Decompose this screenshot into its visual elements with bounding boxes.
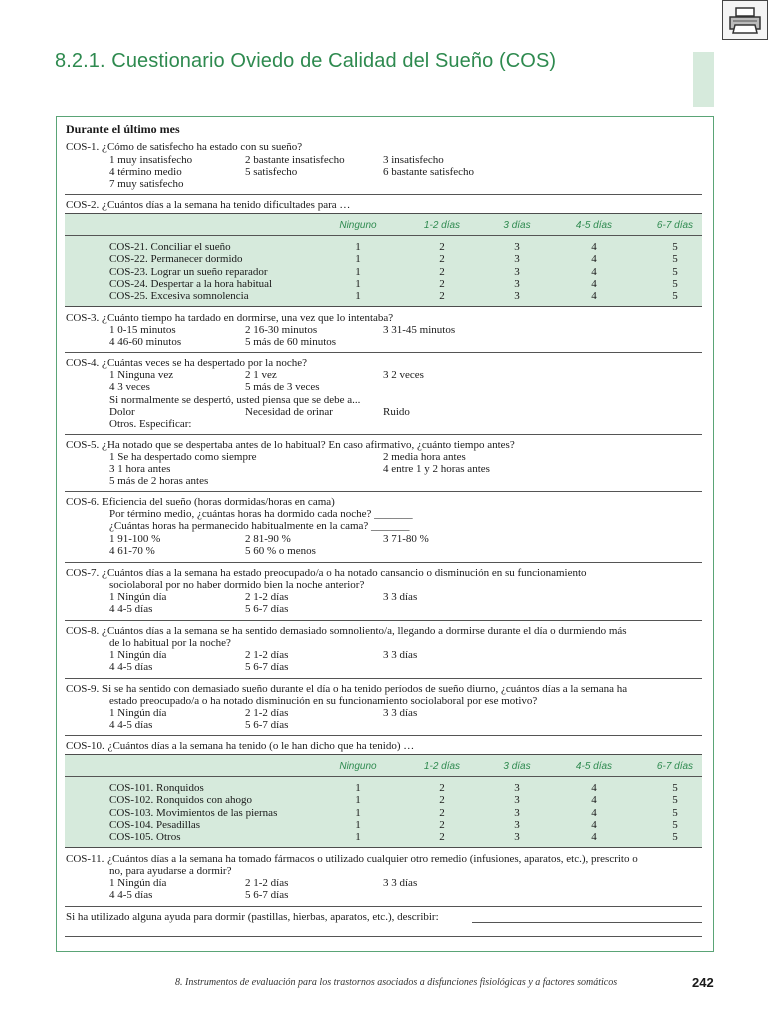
table-cell: 3 xyxy=(514,266,520,278)
table-cell: 2 xyxy=(439,253,445,265)
q7-option: 5 6-7 días xyxy=(245,603,289,615)
q1-text: COS-1. ¿Cómo de satisfecho ha estado con su sueño? xyxy=(66,141,303,153)
q7-option: 4 4-5 días xyxy=(109,603,153,615)
q8-text: COS-8. ¿Cuántos días a la semana se ha sentido demasiado somnoliento/a, llegando a dormirse durante el día o durmiendo más xyxy=(66,625,627,637)
table-cell: 5 xyxy=(672,278,678,290)
q3-text: COS-3. ¿Cuánto tiempo ha tardado en dormirse, una vez que lo intentaba? xyxy=(66,312,394,324)
q11-text-cont: no, para ayudarse a dormir? xyxy=(109,865,232,877)
q4-option: 1 Ninguna vez xyxy=(109,369,174,381)
q11-option: 3 3 días xyxy=(383,877,418,889)
table-cell: 5 xyxy=(672,782,678,794)
q5-option: 5 más de 2 horas antes xyxy=(109,475,209,487)
q5-option: 2 media hora antes xyxy=(383,451,466,463)
q2-col-header: 1-2 días xyxy=(423,220,461,231)
divider xyxy=(65,491,702,492)
q3-option: 4 46-60 minutos xyxy=(109,336,182,348)
q5-text: COS-5. ¿Ha notado que se despertaba antes de lo habitual? En caso afirmativo, ¿cuánto tiempo antes? xyxy=(66,439,515,451)
table-cell: 3 xyxy=(514,807,520,819)
q9-text-cont: estado preocupado/a o ha notado disminución en su funcionamiento sociolaboral por ese motivo? xyxy=(109,695,538,707)
q11-option: 1 Ningún día xyxy=(109,877,167,889)
q4-option: 5 más de 3 veces xyxy=(245,381,320,393)
q4-cause: Necesidad de orinar xyxy=(245,406,333,418)
table-cell: 1 xyxy=(355,278,361,290)
table-row-label: COS-103. Movimientos de las piernas xyxy=(109,807,278,819)
q10-col-header: 1-2 días xyxy=(423,761,461,772)
q1-option: 1 muy insatisfecho xyxy=(109,154,193,166)
q2-text: COS-2. ¿Cuántos días a la semana ha tenido dificultades para … xyxy=(66,199,351,211)
q6-option: 5 60 % o menos xyxy=(245,545,316,557)
table-cell: 1 xyxy=(355,807,361,819)
q9-option: 2 1-2 días xyxy=(245,707,289,719)
q4-text: COS-4. ¿Cuántas veces se ha despertado por la noche? xyxy=(66,357,308,369)
q6-option: 3 71-80 % xyxy=(383,533,429,545)
q1-option: 4 término medio xyxy=(109,166,182,178)
q1-option: 2 bastante insatisfecho xyxy=(245,154,345,166)
answer-line[interactable] xyxy=(472,922,702,923)
table-cell: 2 xyxy=(439,782,445,794)
q6-line: Por término medio, ¿cuántas horas ha dormido cada noche? _______ xyxy=(109,508,413,520)
q10-col-header: 3 días xyxy=(503,761,531,772)
divider xyxy=(65,620,702,621)
q11-text: COS-11. ¿Cuántos días a la semana ha tomado fármacos o utilizado cualquier otro remedio (infusiones, aparatos, etc.), prescrito o xyxy=(66,853,638,865)
aid-description-prompt: Si ha utilizado alguna ayuda para dormir (pastillas, hierbas, aparatos, etc.), describir: xyxy=(66,911,439,923)
table-cell: 4 xyxy=(591,266,597,278)
table-cell: 1 xyxy=(355,794,361,806)
q2-col-header: 4-5 días xyxy=(575,220,613,231)
divider xyxy=(65,194,702,195)
table-cell: 4 xyxy=(591,794,597,806)
table-row-label: COS-23. Lograr un sueño reparador xyxy=(109,266,268,278)
q6-option: 1 91-100 % xyxy=(109,533,161,545)
q9-option: 3 3 días xyxy=(383,707,418,719)
divider xyxy=(65,678,702,679)
q1-option: 6 bastante satisfecho xyxy=(383,166,475,178)
table-cell: 2 xyxy=(439,794,445,806)
table-cell: 5 xyxy=(672,241,678,253)
q7-text-cont: sociolaboral por no haber dormido bien la noche anterior? xyxy=(109,579,365,591)
q7-option: 3 3 días xyxy=(383,591,418,603)
q11-option: 4 4-5 días xyxy=(109,889,153,901)
q8-text-cont: de lo habitual por la noche? xyxy=(109,637,231,649)
table-cell: 2 xyxy=(439,807,445,819)
table-cell: 3 xyxy=(514,819,520,831)
q4-cause: Dolor xyxy=(109,406,135,418)
table-cell: 3 xyxy=(514,241,520,253)
q9-option: 1 Ningún día xyxy=(109,707,167,719)
divider xyxy=(65,735,702,736)
table-cell: 3 xyxy=(514,253,520,265)
q2-col-header: Ninguno xyxy=(339,220,377,231)
q8-option: 1 Ningún día xyxy=(109,649,167,661)
table-cell: 2 xyxy=(439,819,445,831)
q3-option: 2 16-30 minutos xyxy=(245,324,318,336)
q7-text: COS-7. ¿Cuántos días a la semana ha estado preocupado/a o ha notado cansancio o disminución en su funcionamiento xyxy=(66,567,587,579)
table-header-divider xyxy=(65,235,702,236)
q5-option: 3 1 hora antes xyxy=(109,463,171,475)
section-tab xyxy=(693,52,714,107)
table-cell: 3 xyxy=(514,278,520,290)
divider xyxy=(65,906,702,907)
q2-col-header: 3 días xyxy=(503,220,531,231)
q2-col-header: 6-7 días xyxy=(656,220,694,231)
q4-other: Otros. Especificar: xyxy=(109,418,192,430)
table-cell: 2 xyxy=(439,241,445,253)
q8-option: 4 4-5 días xyxy=(109,661,153,673)
print-button[interactable] xyxy=(722,0,768,40)
table-cell: 1 xyxy=(355,266,361,278)
q6-text: COS-6. Eficiencia del sueño (horas dormidas/horas en cama) xyxy=(66,496,335,508)
table-row-label: COS-105. Otros xyxy=(109,831,181,843)
q3-option: 3 31-45 minutos xyxy=(383,324,456,336)
table-row-label: COS-25. Excesiva somnolencia xyxy=(109,290,249,302)
q10-col-header: Ninguno xyxy=(339,761,377,772)
q1-option: 3 insatisfecho xyxy=(383,154,444,166)
table-row-label: COS-22. Permanecer dormido xyxy=(109,253,243,265)
q10-text: COS-10. ¿Cuántos días a la semana ha tenido (o le han dicho que ha tenido) … xyxy=(66,740,415,752)
table-cell: 3 xyxy=(514,290,520,302)
table-cell: 2 xyxy=(439,290,445,302)
table-cell: 4 xyxy=(591,290,597,302)
table-cell: 4 xyxy=(591,253,597,265)
table-cell: 4 xyxy=(591,241,597,253)
q5-option: 4 entre 1 y 2 horas antes xyxy=(383,463,490,475)
table-cell: 3 xyxy=(514,831,520,843)
q3-option: 5 más de 60 minutos xyxy=(245,336,337,348)
divider xyxy=(65,562,702,563)
table-cell: 5 xyxy=(672,807,678,819)
divider xyxy=(65,352,702,353)
table-cell: 1 xyxy=(355,831,361,843)
page-title: 8.2.1. Cuestionario Oviedo de Calidad del Sueño (COS) xyxy=(55,50,557,72)
table-row-label: COS-24. Despertar a la hora habitual xyxy=(109,278,273,290)
q7-option: 1 Ningún día xyxy=(109,591,167,603)
table-cell: 1 xyxy=(355,782,361,794)
table-cell: 5 xyxy=(672,253,678,265)
q4-option: 2 1 vez xyxy=(245,369,277,381)
table-cell: 4 xyxy=(591,831,597,843)
table-cell: 4 xyxy=(591,807,597,819)
printer-icon xyxy=(727,5,763,35)
table-row-label: COS-21. Conciliar el sueño xyxy=(109,241,231,253)
q10-col-header: 4-5 días xyxy=(575,761,613,772)
table-cell: 3 xyxy=(514,794,520,806)
table-row-label: COS-104. Pesadillas xyxy=(109,819,201,831)
page-number: 242 xyxy=(692,975,714,990)
q9-text: COS-9. Si se ha sentido con demasiado sueño durante el día o ha tenido períodos de sueño diurno, ¿cuántos días a la semana ha xyxy=(66,683,628,695)
table-cell: 4 xyxy=(591,819,597,831)
q4-option: 3 2 veces xyxy=(383,369,424,381)
table-cell: 4 xyxy=(591,782,597,794)
table-cell: 1 xyxy=(355,819,361,831)
q4-option: 4 3 veces xyxy=(109,381,150,393)
divider xyxy=(65,434,702,435)
table-cell: 5 xyxy=(672,290,678,302)
q4-subquestion: Si normalmente se despertó, usted piensa que se debe a... xyxy=(109,394,361,406)
q6-option: 2 81-90 % xyxy=(245,533,291,545)
table-cell: 4 xyxy=(591,278,597,290)
table-cell: 5 xyxy=(672,266,678,278)
q6-option: 4 61-70 % xyxy=(109,545,155,557)
q10-col-header: 6-7 días xyxy=(656,761,694,772)
table-cell: 5 xyxy=(672,819,678,831)
q7-option: 2 1-2 días xyxy=(245,591,289,603)
intro-heading: Durante el último mes xyxy=(66,122,180,136)
q8-option: 2 1-2 días xyxy=(245,649,289,661)
q8-option: 3 3 días xyxy=(383,649,418,661)
table-cell: 2 xyxy=(439,278,445,290)
table-cell: 1 xyxy=(355,290,361,302)
table-cell: 1 xyxy=(355,253,361,265)
table-row-label: COS-102. Ronquidos con ahogo xyxy=(109,794,252,806)
table-cell: 1 xyxy=(355,241,361,253)
table-cell: 5 xyxy=(672,794,678,806)
table-row-label: COS-101. Ronquidos xyxy=(109,782,204,794)
footer-text: 8. Instrumentos de evaluación para los trastornos asociados a disfunciones fisiológicas y a factores somáticos xyxy=(175,977,618,988)
q11-option: 5 6-7 días xyxy=(245,889,289,901)
q3-option: 1 0-15 minutos xyxy=(109,324,176,336)
q9-option: 4 4-5 días xyxy=(109,719,153,731)
table-cell: 3 xyxy=(514,782,520,794)
q8-option: 5 6-7 días xyxy=(245,661,289,673)
q4-cause: Ruido xyxy=(383,406,410,418)
table-header-divider xyxy=(65,776,702,777)
q1-option: 7 muy satisfecho xyxy=(109,178,184,190)
q11-option: 2 1-2 días xyxy=(245,877,289,889)
table-cell: 5 xyxy=(672,831,678,843)
q5-option: 1 Se ha despertado como siempre xyxy=(109,451,257,463)
answer-line[interactable] xyxy=(65,936,702,937)
table-cell: 2 xyxy=(439,831,445,843)
q6-line: ¿Cuántas horas ha permanecido habitualmente en la cama? _______ xyxy=(109,520,410,532)
q1-option: 5 satisfecho xyxy=(245,166,298,178)
table-cell: 2 xyxy=(439,266,445,278)
q9-option: 5 6-7 días xyxy=(245,719,289,731)
